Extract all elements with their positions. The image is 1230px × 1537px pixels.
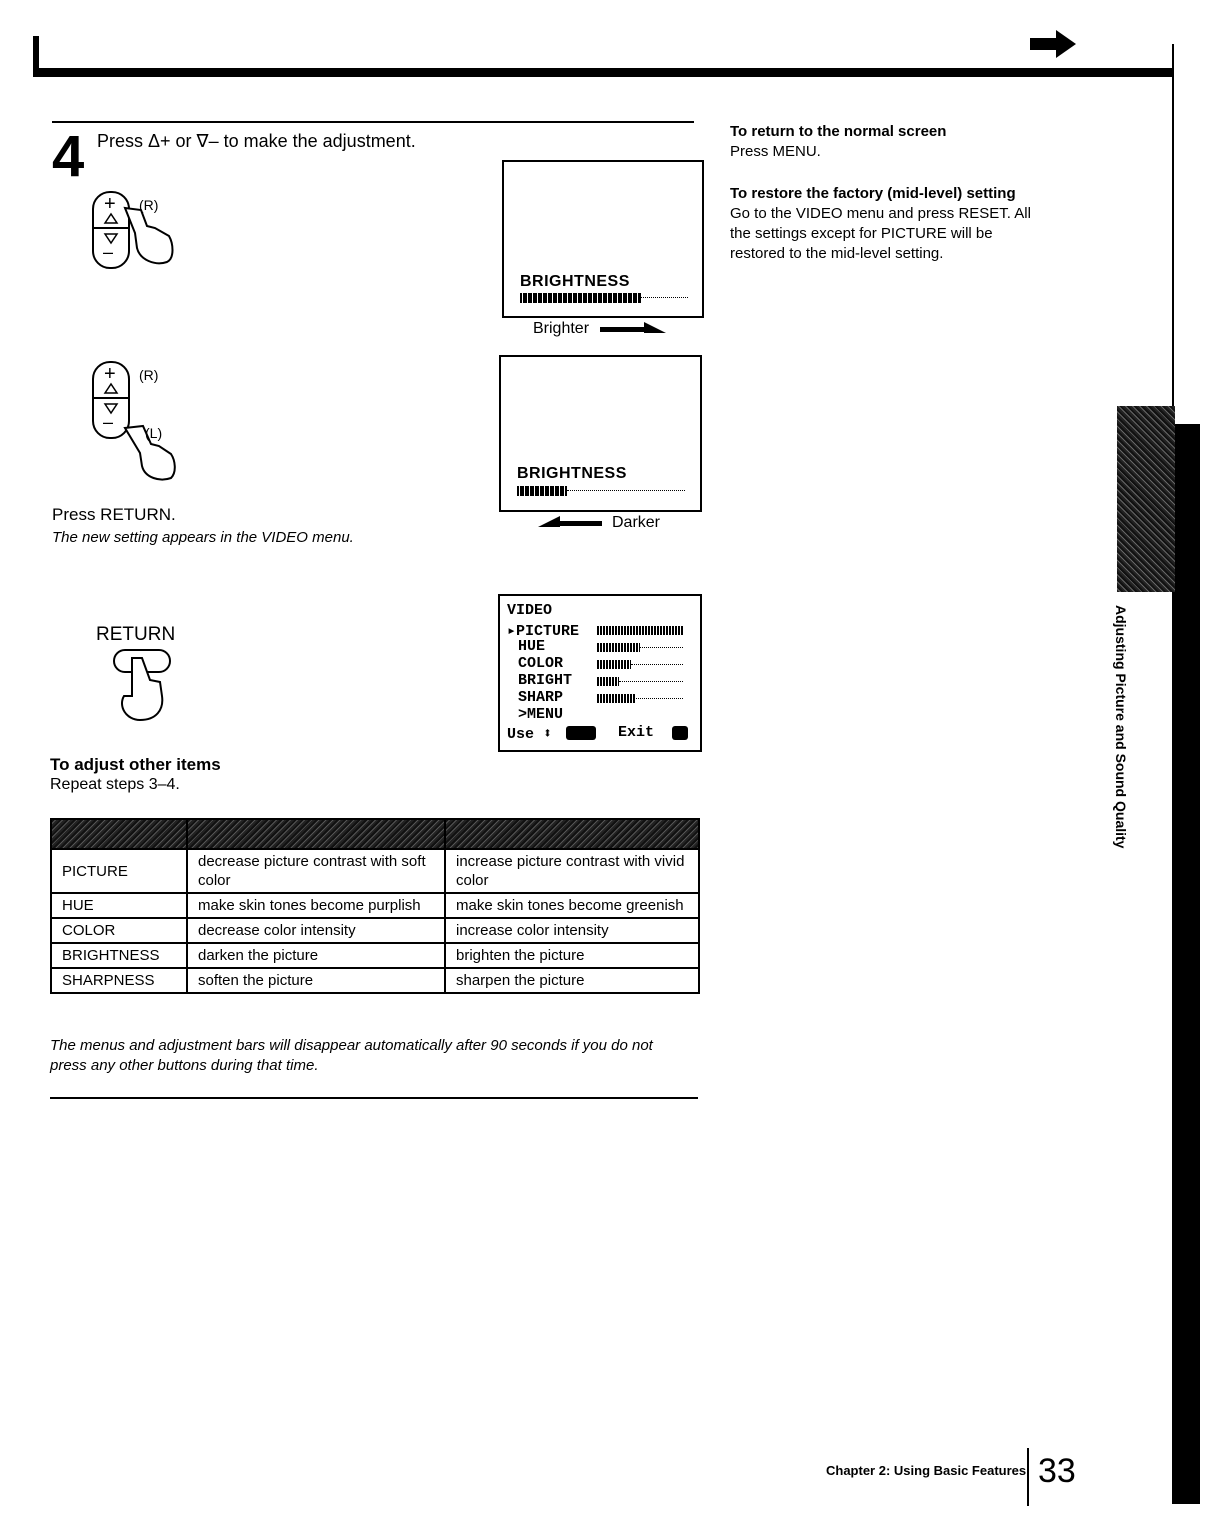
menu-footer-exit: Exit: [618, 724, 655, 741]
menu-key-icon: [672, 726, 688, 740]
hand-pointer-icon: [125, 208, 173, 263]
tv-screen-darker: [499, 355, 702, 512]
table-cell-minus: make skin tones become purplish: [187, 893, 445, 918]
table-cell-item: HUE: [51, 893, 187, 918]
brightness-bar: [517, 486, 685, 496]
side-section-title: Adjusting Picture and Sound Quality: [1113, 605, 1129, 849]
return-button-label: RETURN: [96, 624, 176, 645]
menu-item: BRIGHT: [518, 672, 573, 689]
table-row: [51, 893, 699, 918]
menu-title: VIDEO: [507, 602, 553, 619]
top-rule: [33, 68, 1173, 77]
remote-button-illustration: [85, 188, 185, 278]
menu-level-bar: [597, 626, 683, 635]
table-cell-minus: decrease color intensity: [187, 918, 445, 943]
table-cell-plus: make skin tones become greenish: [445, 893, 699, 918]
table-cell-minus: decrease picture contrast with soft color: [187, 849, 445, 893]
other-items-title: To adjust other items: [50, 755, 221, 774]
table-cell-item: PICTURE: [51, 849, 187, 893]
brighter-caption: Brighter: [533, 320, 590, 337]
menu-level-bar: [597, 643, 683, 652]
tv-screen-brighter: [502, 160, 704, 318]
menu-footer-use: Use ⬍: [507, 726, 553, 743]
table-cell-item: SHARPNESS: [51, 968, 187, 993]
select-key-icon: [566, 726, 596, 740]
restore-title: To restore the factory (mid-level) setting: [730, 185, 1016, 202]
svg-text:+: +: [104, 363, 116, 385]
step-instruction: Press Δ+ or ∇– to make the adjustment.: [97, 131, 416, 151]
step-number: 4: [52, 124, 85, 189]
return-normal-text: Press MENU.: [730, 143, 821, 160]
adjustment-table: [50, 818, 700, 994]
other-items-text: Repeat steps 3–4.: [50, 776, 180, 793]
table-row: [51, 918, 699, 943]
screen-label: BRIGHTNESS: [517, 465, 627, 482]
svg-text:–: –: [103, 242, 114, 262]
screen-label: BRIGHTNESS: [520, 273, 630, 290]
table-header-item: [51, 819, 187, 849]
menu-level-bar: [597, 694, 683, 703]
video-menu-screen: [498, 594, 702, 752]
menu-level-bar: [597, 660, 683, 669]
table-cell-plus: increase picture contrast with vivid color: [445, 849, 699, 893]
table-cell-plus: brighten the picture: [445, 943, 699, 968]
arrow-right-icon: [600, 318, 668, 338]
footer-separator: [1027, 1448, 1029, 1506]
auto-disappear-note: The menus and adjustment bars will disappear automatically after 90 seconds if you do not press any other buttons during that time.: [50, 1037, 653, 1074]
menu-item: SHARP: [518, 689, 564, 706]
return-normal-title: To return to the normal screen: [730, 123, 947, 140]
table-header-plus: [445, 819, 699, 849]
menu-item: >MENU: [518, 706, 564, 723]
chapter-side-tab: [1117, 406, 1175, 592]
table-row: [51, 968, 699, 993]
table-cell-item: BRIGHTNESS: [51, 943, 187, 968]
svg-text:(R): (R): [139, 197, 159, 213]
restore-text: Go to the VIDEO menu and press RESET. All the settings except for PICTURE will be restored to the mid-level setting.: [730, 205, 1031, 262]
table-cell-item: COLOR: [51, 918, 187, 943]
bottom-rule: [50, 1097, 698, 1099]
menu-item: COLOR: [518, 655, 564, 672]
table-header-minus: [187, 819, 445, 849]
right-edge-rule: [1172, 44, 1174, 424]
arrow-left-icon: [538, 512, 604, 532]
table-cell-minus: soften the picture: [187, 968, 445, 993]
footer-chapter: Chapter 2: Using Basic Features: [826, 1463, 1027, 1478]
table-row: [51, 849, 699, 893]
menu-item: ▸PICTURE: [507, 623, 580, 640]
menu-item: HUE: [518, 638, 546, 655]
svg-text:(L): (L): [145, 425, 163, 441]
return-step-note: The new setting appears in the VIDEO menu.: [52, 529, 354, 546]
menu-level-bar: [597, 677, 683, 686]
page-number: 33: [1038, 1452, 1076, 1490]
return-button-illustration: [110, 646, 190, 726]
table-cell-plus: increase color intensity: [445, 918, 699, 943]
right-edge-bar: [1172, 424, 1200, 1504]
brightness-bar: [520, 293, 688, 303]
table-cell-minus: darken the picture: [187, 943, 445, 968]
svg-text:–: –: [103, 412, 114, 432]
table-cell-plus: sharpen the picture: [445, 968, 699, 993]
plus-icon: +: [104, 193, 116, 215]
next-page-arrow-icon: [1030, 30, 1080, 58]
svg-text:(R): (R): [139, 367, 159, 383]
section-rule: [52, 121, 694, 123]
return-step-title: Press RETURN.: [52, 505, 176, 524]
darker-caption: Darker: [612, 514, 661, 531]
remote-button-illustration-2: [85, 358, 195, 488]
table-row: [51, 943, 699, 968]
